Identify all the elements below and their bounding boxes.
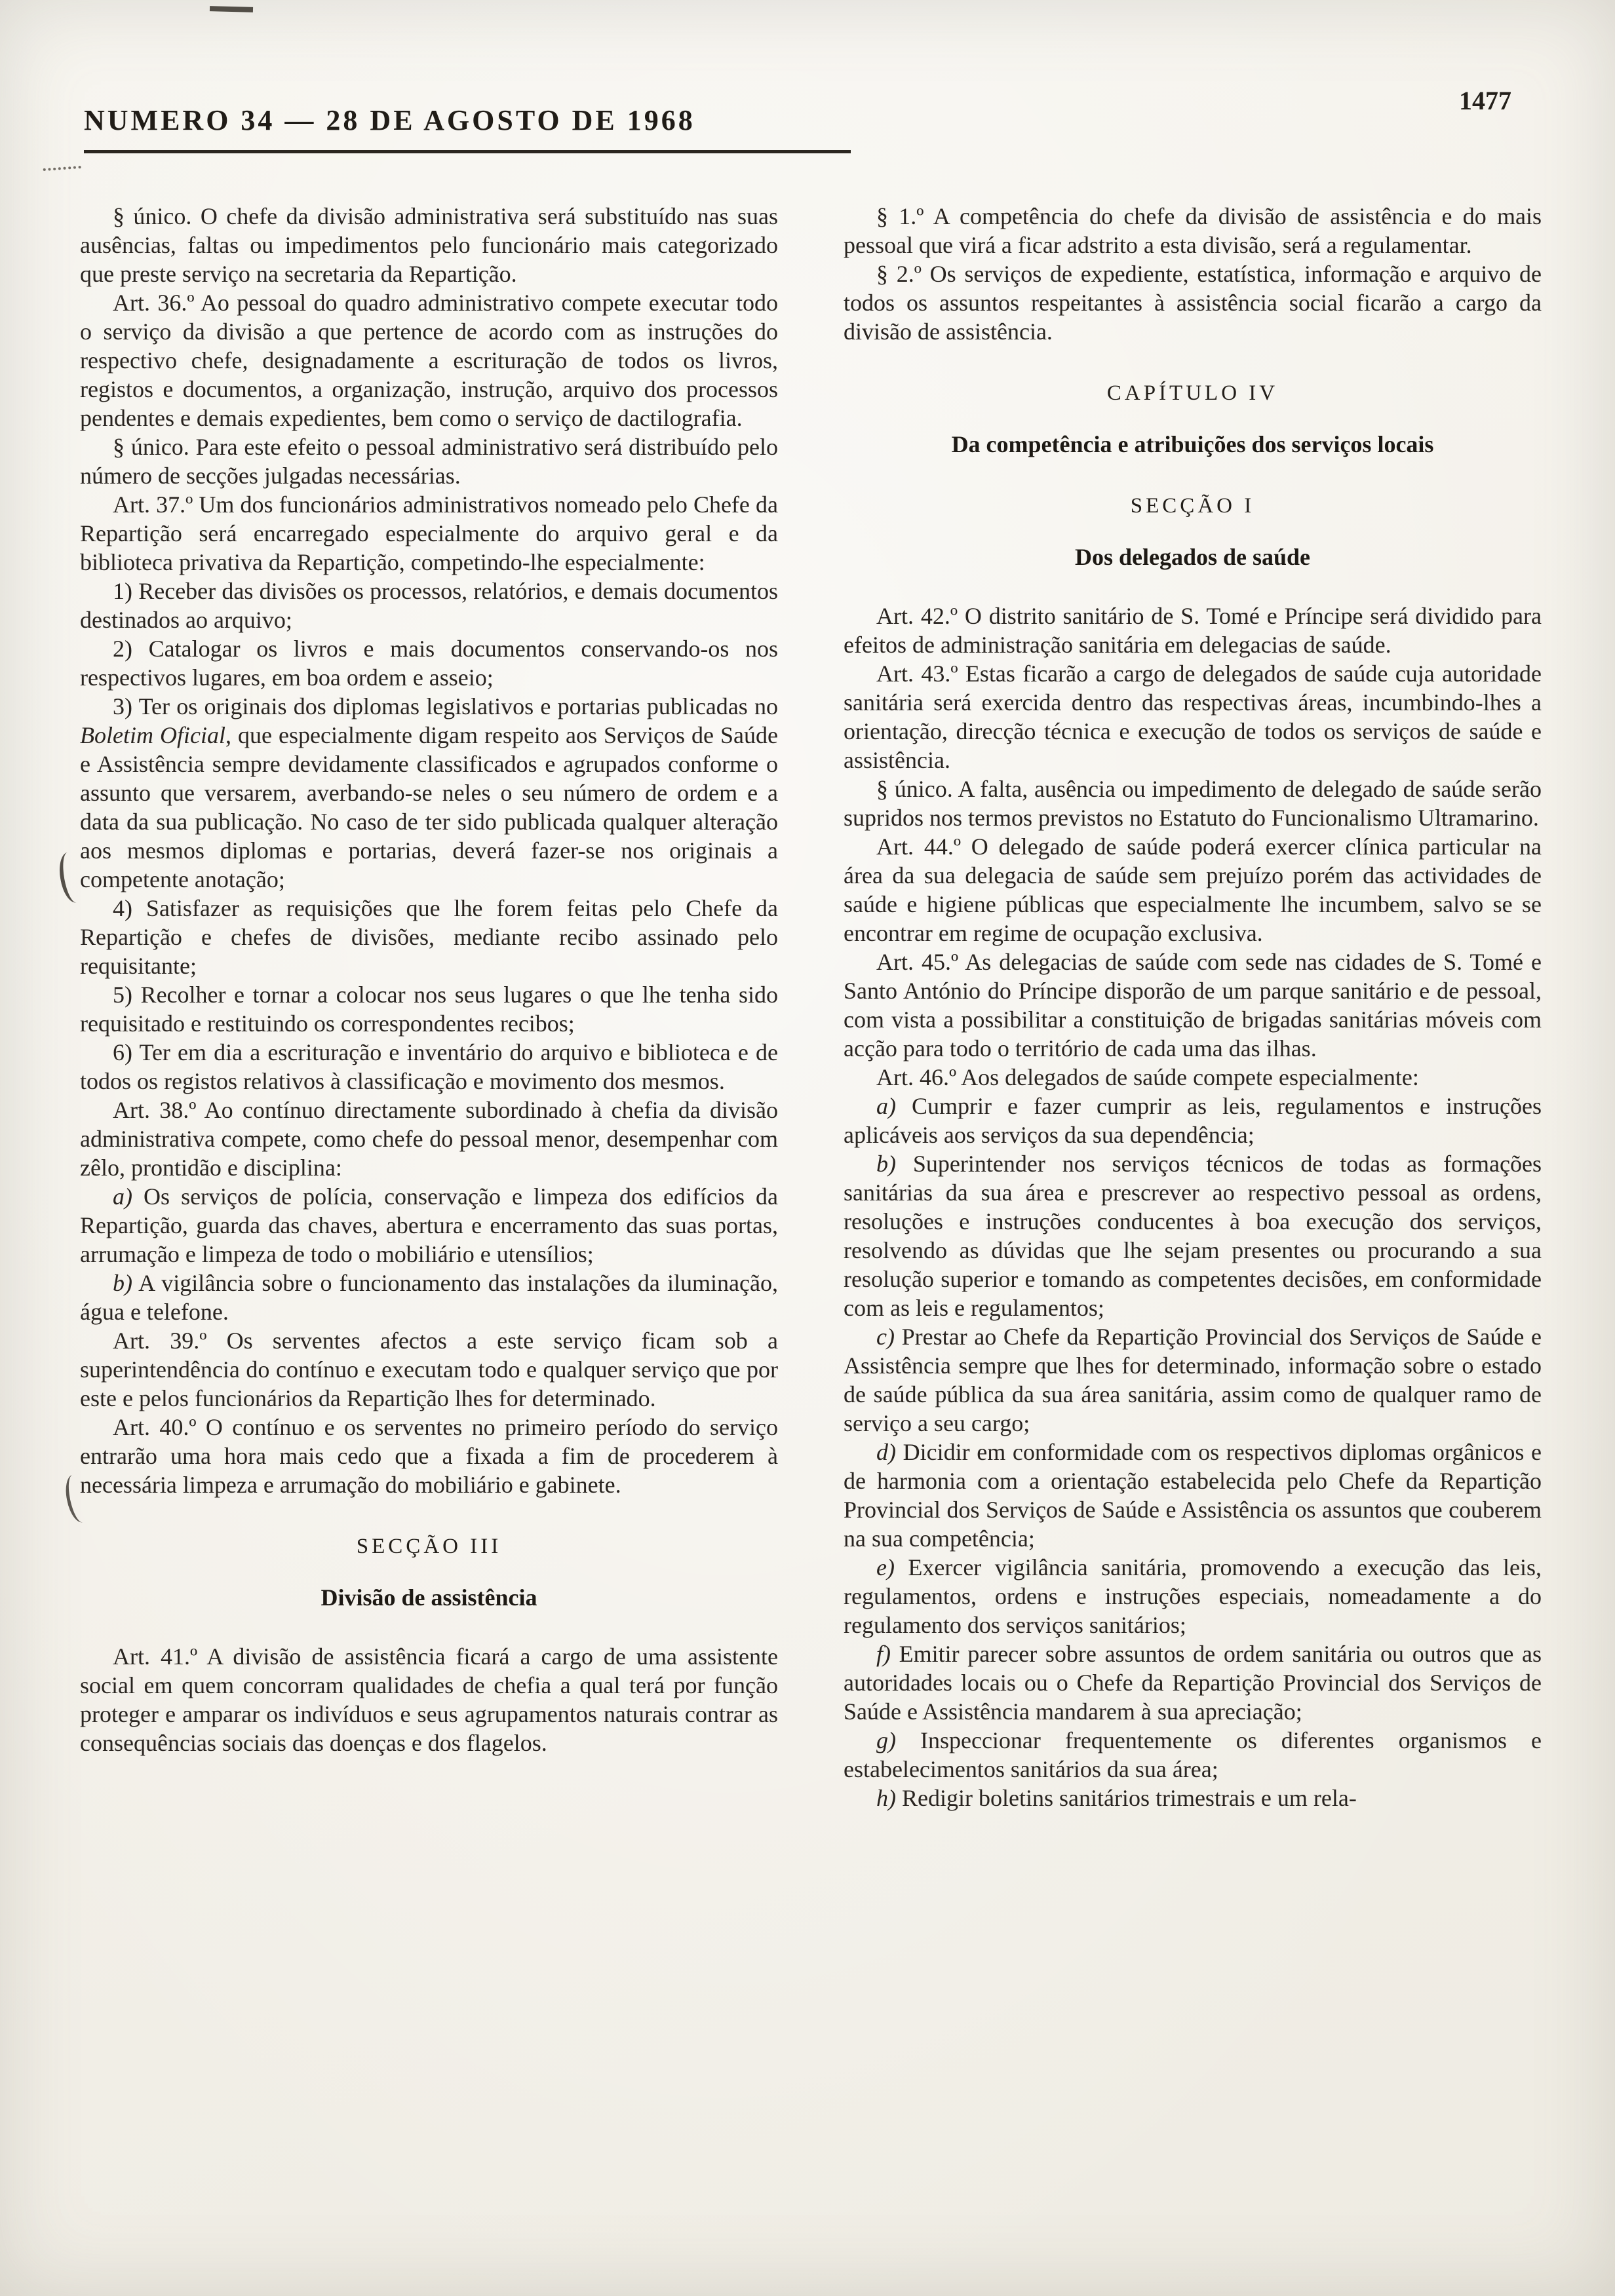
- paragraph: Art. 38.º Ao contínuo directamente subordinado à chefia da divisão administrativa compete, como chefe do pessoal menor, desempenhar com zêlo, prontidão e disciplina:: [80, 1097, 778, 1181]
- paragraph: Art. 36.º Ao pessoal do quadro administrativo compete executar todo o serviço da divisão a que pertence de acordo com as instruções do respectivo chefe, designadamente a escrituração de todos os livros, registos e documentos, a organização, instrução, arquivo dos processos pendentes e demais expedientes, bem como o serviço de dactilografia.: [80, 290, 778, 431]
- paragraph: Art. 44.º O delegado de saúde poderá exercer clínica particular na área da sua delegacia de saúde sem prejuízo porém das actividades de saúde e higiene públicas que especialmente lhe incumbem, salvo se se encontrar em regime de ocupação exclusiva.: [844, 833, 1542, 946]
- text-columns: [80, 202, 1542, 1812]
- paragraph: a) Os serviços de polícia, conservação e limpeza dos edifícios da Repartição, guarda das chaves, abertura e encerramento das suas portas, arrumação e limpeza de todo o mobiliário e utensílios;: [80, 1183, 778, 1267]
- section-heading: SECÇÃO I: [1130, 494, 1255, 518]
- paragraph: a) Cumprir e fazer cumprir as leis, regulamentos e instruções aplicáveis aos serviços da sua dependência;: [844, 1093, 1542, 1148]
- paragraph: h) Redigir boletins sanitários trimestrais e um rela-: [876, 1785, 1357, 1811]
- right-column: [844, 202, 1542, 1812]
- paragraph: 5) Recolher e tornar a colocar nos seus lugares o que lhe tenha sido requisitado e restituindo os correspondentes recibos;: [80, 982, 778, 1037]
- left-column: [80, 202, 778, 1812]
- paragraph: § único. O chefe da divisão administrativa será substituído nas suas ausências, faltas ou impedimentos pelo funcionário mais categorizado que preste serviço na secretaria da Repartição.: [80, 203, 778, 287]
- paragraph: § único. Para este efeito o pessoal administrativo será distribuído pelo número de secções julgadas necessárias.: [80, 434, 778, 489]
- paragraph: Art. 39.º Os serventes afectos a este serviço ficam sob a superintendência do contínuo e executam todo e qualquer serviço que por este e pelos funcionários da Repartição lhes for determinado.: [80, 1328, 778, 1411]
- paragraph: e) Exercer vigilância sanitária, promovendo a execução das leis, regulamentos, ordens e instruções especiais, nomeadamente a do regulamento dos serviços sanitários;: [844, 1554, 1542, 1638]
- paragraph: b) A vigilância sobre o funcionamento das instalações da iluminação, água e telefone.: [80, 1270, 778, 1325]
- issue-title: NUMERO 34 — 28 DE AGOSTO DE 1968: [84, 104, 851, 153]
- paragraph: 6) Ter em dia a escrituração e inventário do arquivo e biblioteca e de todos os registos relativos à classificação e movimento dos mesmos.: [80, 1039, 778, 1094]
- paragraph: 4) Satisfazer as requisições que lhe forem feitas pelo Chefe da Repartição e chefes de divisões, mediante recibo assinado pelo requisitante;: [80, 895, 778, 979]
- paragraph: 1) Receber das divisões os processos, relatórios, e demais documentos destinados ao arquivo;: [80, 578, 778, 633]
- paragraph: c) Prestar ao Chefe da Repartição Provincial dos Serviços de Saúde e Assistência sempre que lhes for determinado, informação sobre o estado de saúde pública da sua área sanitária, assim como de qualquer ramo de serviço a seu cargo;: [844, 1324, 1542, 1436]
- paragraph: Art. 45.º As delegacias de saúde com sede nas cidades de S. Tomé e Santo António do Príncipe disporão de um parque sanitário e de pessoal, com vista a possibilitar a constituição de brigadas sanitárias móveis com acção para todo o território de cada uma das ilhas.: [844, 949, 1542, 1062]
- paragraph: b) Superintender nos serviços técnicos de todas as formações sanitárias da sua área e prescrever ao respectivo pessoal as ordens, resoluções e instruções conducentes à boa execução dos serviços, resolvendo as dúvidas que lhe sejam presentes ou procurando a sua resolução superior e tomando as competentes decisões, em conformidade com as leis e regulamentos;: [844, 1151, 1542, 1321]
- paragraph: Art. 42.º O distrito sanitário de S. Tomé e Príncipe será dividido para efeitos de administração sanitária em delegacias de saúde.: [844, 603, 1542, 658]
- subsection-title: Divisão de assistência: [321, 1584, 537, 1611]
- paragraph: Art. 43.º Estas ficarão a cargo de delegados de saúde cuja autoridade sanitária será exercida dentro das respectivas áreas, incumbindo-lhes a orientação, direcção técnica e execução de todos os serviços de saúde e assistência.: [844, 660, 1542, 773]
- paragraph: Art. 41.º A divisão de assistência ficará a cargo de uma assistente social em quem concorram qualidades de chefia a qual terá por função proteger e amparar os indivíduos e seus agrupamentos naturais contrar as consequências sociais das doenças e dos flagelos.: [80, 1643, 778, 1756]
- paragraph: § 2.º Os serviços de expediente, estatística, informação e arquivo de todos os assuntos respeitantes à assistência social ficarão a cargo da divisão de assistência.: [844, 261, 1542, 345]
- paragraph: § 1.º A competência do chefe da divisão de assistência e do mais pessoal que virá a ficar adstrito a esta divisão, será a regulamentar.: [844, 203, 1542, 258]
- paragraph: g) Inspeccionar frequentemente os diferentes organismos e estabelecimentos sanitários da sua área;: [844, 1727, 1542, 1782]
- paragraph: Art. 37.º Um dos funcionários administrativos nomeado pelo Chefe da Repartição será encarregado especialmente do arquivo geral e da biblioteca privativa da Repartição, competindo-lhe especialmente:: [80, 491, 778, 575]
- page-number: 1477: [1459, 86, 1511, 115]
- paragraph: Art. 40.º O contínuo e os serventes no primeiro período do serviço entrarão uma hora mais cedo que a fixada a fim de procederem à necessária limpeza e arrumação do mobiliário e gabinete.: [80, 1414, 778, 1498]
- paragraph: 2) Catalogar os livros e mais documentos conservando-os nos respectivos lugares, em boa ordem e asseio;: [80, 636, 778, 691]
- subsection-title: Da competência e atribuições dos serviços locais: [951, 431, 1434, 457]
- page-header: [80, 85, 1542, 164]
- scan-artifact-dash: [210, 6, 253, 12]
- section-heading: CAPÍTULO IV: [1106, 381, 1279, 405]
- section-heading: SECÇÃO III: [356, 1535, 502, 1558]
- paragraph: 3) Ter os originais dos diplomas legislativos e portarias publicadas no Boletim Oficial, que especialmente digam respeito aos Serviços de Saúde e Assistência sempre devidamente classificados e agrupados conforme o assunto que versarem, averbando-se neles o seu número de ordem e a data da sua publicação. No caso de ter sido publicada qualquer alteração aos mesmos diplomas e portarias, deverá fazer-se nos originais a competente anotação;: [80, 693, 778, 892]
- paragraph: f) Emitir parecer sobre assuntos de ordem sanitária ou outros que as autoridades locais ou o Chefe da Repartição Provincial dos Serviços de Saúde e Assistência mandarem à sua apreciação;: [844, 1641, 1542, 1725]
- paragraph: d) Dicidir em conformidade com os respectivos diplomas orgânicos e de harmonia com a orientação estabelecida pelo Chefe da Repartição Provincial dos Serviços de Saúde e Assistência os assuntos que couberem na sua competência;: [844, 1439, 1542, 1552]
- paragraph: § único. A falta, ausência ou impedimento de delegado de saúde serão supridos nos termos previstos no Estatuto do Funcionalismo Ultramarino.: [844, 776, 1542, 831]
- subsection-title: Dos delegados de saúde: [1074, 544, 1311, 570]
- paragraph: Art. 46.º Aos delegados de saúde compete especialmente:: [876, 1064, 1419, 1090]
- scan-artifact-squiggle: [43, 166, 82, 176]
